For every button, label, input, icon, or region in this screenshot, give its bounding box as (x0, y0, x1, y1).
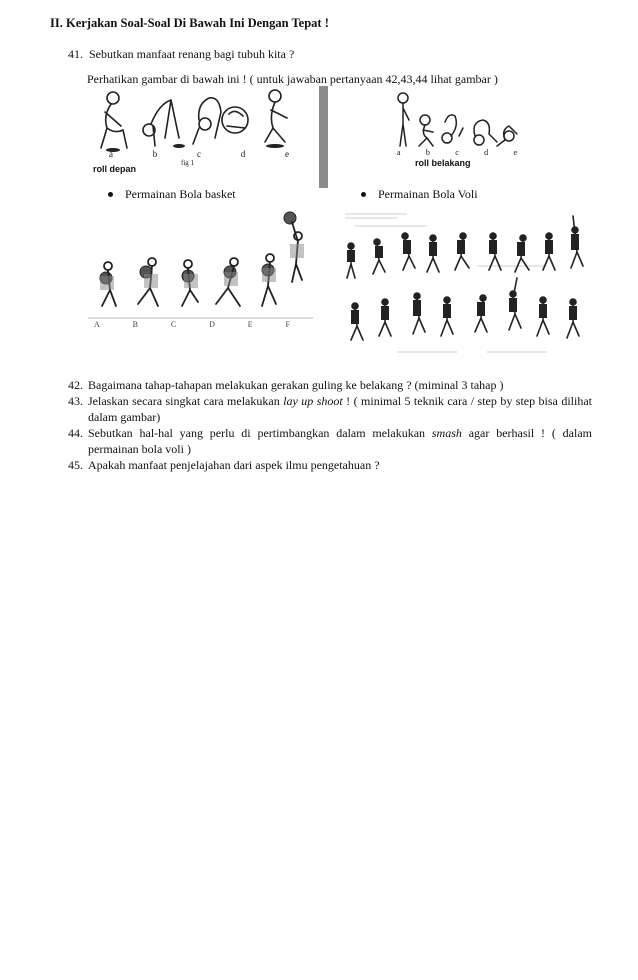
step-label: d (484, 148, 489, 157)
bullet-dot (108, 192, 113, 197)
step-label: E (247, 320, 253, 329)
question-text-part: ! ( minimal 5 teknik cara / step by step bisa dilihat dalam gambar) (88, 394, 592, 424)
roll-depan-fig-number: fig 1 (181, 159, 195, 167)
question-text-part: Bagaimana tahap-tahapan melakukan gerakan guling ke belakang ? (miminal 3 tahap ) (88, 378, 504, 392)
question-text (88, 393, 592, 425)
bullet-text: Permainan Bola Voli (378, 187, 478, 201)
step-label: B (132, 320, 138, 329)
figure-divider (319, 86, 328, 188)
question-term-italic: smash (431, 426, 462, 440)
roll-depan-figure (93, 86, 303, 178)
roll-belakang-figure (393, 90, 523, 168)
question-text-part: Apakah manfaat penjelajahan dari aspek ilmu pengetahuan ? (88, 458, 380, 472)
bullet-text: Permainan Bola basket (125, 187, 236, 201)
step-label: e (285, 149, 289, 159)
section-heading: II. Kerjakan Soal-Soal Di Bawah Ini Dengan Tepat ! (50, 16, 329, 30)
bullet-voli (361, 187, 478, 202)
roll-belakang-steps (397, 148, 517, 157)
basket-layup-figure (88, 206, 320, 342)
step-label: e (513, 148, 517, 157)
question-42 (68, 377, 592, 393)
figure-instruction: Perhatikan gambar di bawah ini ! ( untuk jawaban pertanyaan 42,43,44 lihat gambar ) (87, 72, 498, 86)
question-45 (68, 457, 592, 473)
voli-smash-figure (337, 206, 599, 362)
question-text-part: Jelaskan secara singkat cara melakukan (88, 394, 284, 408)
question-number: 43. (68, 394, 83, 408)
question-number: 41. (68, 47, 83, 61)
step-label: F (285, 320, 290, 329)
bullet-basket (108, 187, 236, 202)
question-list (68, 377, 592, 473)
question-term-italic: lay up shoot (283, 394, 343, 408)
question-text-part: Sebutkan hal-hal yang perlu di pertimbangkan dalam melakukan (88, 426, 432, 440)
step-label: c (197, 149, 201, 159)
question-number: 44. (68, 426, 83, 440)
bullet-dot (361, 192, 366, 197)
question-43 (68, 393, 592, 425)
question-text (88, 377, 592, 393)
question-number: 42. (68, 378, 83, 392)
question-44 (68, 425, 592, 457)
roll-belakang-caption: roll belakang (415, 158, 471, 168)
roll-depan-steps (109, 149, 289, 159)
question-41 (68, 47, 294, 62)
question-text (88, 425, 592, 457)
step-label: D (209, 320, 215, 329)
step-label: A (94, 320, 100, 329)
step-label: b (425, 148, 430, 157)
step-label: b (152, 149, 158, 159)
roll-depan-caption: roll depan (93, 164, 137, 174)
question-text (88, 457, 592, 473)
step-label: a (397, 148, 401, 157)
step-label: a (109, 149, 113, 159)
step-label: c (455, 148, 459, 157)
step-label: C (170, 320, 177, 329)
question-text: Sebutkan manfaat renang bagi tubuh kita ? (89, 47, 295, 61)
question-text-part: agar berhasil ! ( dalam permainan bola voli ) (88, 426, 592, 456)
step-label: d (240, 149, 246, 159)
question-number: 45. (68, 458, 83, 472)
basket-steps (94, 320, 290, 329)
